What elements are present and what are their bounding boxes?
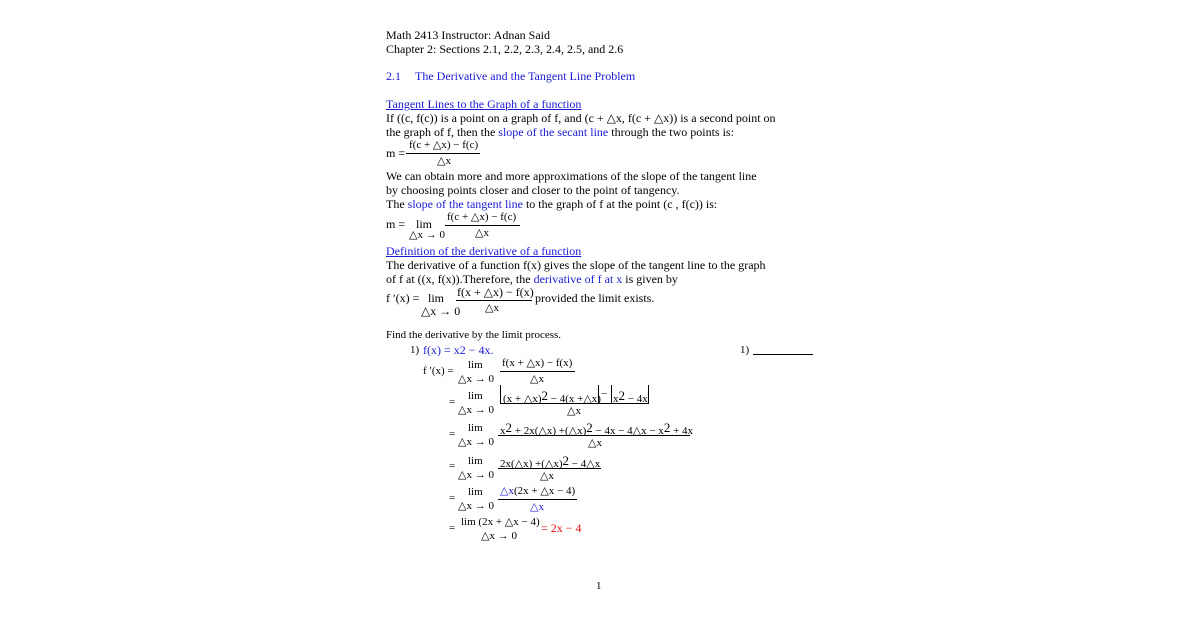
derivative-numerator: f(x + △x) − f(x): [457, 285, 534, 299]
secant-lhs: m =: [386, 146, 406, 160]
bracket: [648, 385, 649, 403]
limit-subscript: △x → 0: [458, 436, 494, 448]
bracket: [611, 385, 612, 403]
equals-sign: =: [449, 492, 456, 504]
problem-instruction: Find the derivative by the limit process.: [386, 329, 562, 341]
equals-sign: =: [449, 396, 456, 408]
step1-numerator: f(x + △x) − f(x): [502, 357, 573, 369]
derivative-denominator: △x: [485, 302, 499, 314]
final-result: = 2x − 4: [541, 521, 582, 535]
fraction-bar: [500, 371, 575, 372]
secant-numerator: f(c + △x) − f(c): [409, 139, 479, 151]
minus-sign: −: [601, 388, 608, 400]
limit-label: lim: [468, 422, 483, 434]
chapter-title: Chapter 2: Sections 2.1, 2.2, 2.3, 2.4, 2.5, and 2.6: [386, 42, 624, 56]
bracket: [500, 385, 501, 403]
approx-paragraph-1: We can obtain more and more approximations of the slope of the tangent line: [386, 169, 757, 183]
fraction-bar: [500, 403, 649, 404]
section-title: The Derivative and the Tangent Line Problem: [415, 69, 636, 83]
step5-denominator: △x: [530, 501, 544, 513]
step5-numerator: △x(2x + △x − 4): [500, 485, 576, 497]
limit-subscript: △x → 0: [458, 469, 494, 481]
problem-function: f(x) = x2 − 4x.: [423, 343, 494, 357]
step2-numerator: (x + △x)2 − 4(x +△x): [503, 388, 601, 405]
tangent-lhs: m =: [386, 217, 406, 231]
answer-label: 1): [740, 344, 750, 356]
limit-label: lim: [468, 486, 483, 498]
final-limit: lim (2x + △x − 4): [461, 516, 540, 528]
approx-paragraph-2: by choosing points closer and closer to the point of tangency.: [386, 183, 680, 197]
bracket: [598, 385, 599, 403]
page-number: 1: [596, 580, 602, 592]
step4-denominator: △x: [540, 470, 554, 482]
section-number: 2.1: [386, 69, 401, 83]
step2-denominator: △x: [567, 405, 581, 417]
equals-sign: =: [449, 522, 456, 534]
limit-label: lim: [416, 217, 433, 231]
answer-blank[interactable]: [753, 354, 813, 355]
approx-paragraph-3: The slope of the tangent line to the graph of f at the point (c , f(c)) is:: [386, 197, 718, 211]
limit-subscript: △x → 0: [458, 404, 494, 416]
equals-sign: =: [449, 428, 456, 440]
limit-label: lim: [468, 455, 483, 467]
limit-subscript: △x → 0: [409, 229, 445, 241]
limit-subscript: △x → 0: [481, 530, 517, 542]
limit-subscript: △x → 0: [421, 304, 461, 318]
limit-label: lim: [468, 390, 483, 402]
tangent-slope-term: slope of the tangent line: [407, 197, 523, 211]
fraction-bar: [445, 225, 520, 226]
tangent-denominator: △x: [475, 227, 489, 239]
step3-denominator: △x: [588, 437, 602, 449]
limit-subscript: △x → 0: [458, 373, 494, 385]
step3-numerator: x2 + 2x(△x) +(△x)2 − 4x − 4△x − x2 + 4x: [500, 420, 694, 437]
step4-numerator: 2x(△x) +(△x)2 − 4△x: [500, 453, 601, 470]
equals-sign: =: [449, 460, 456, 472]
definition-paragraph-1: The derivative of a function f(x) gives the slope of the tangent line to the graph: [386, 258, 766, 272]
secant-slope-term: slope of the secant line: [498, 125, 609, 139]
definition-paragraph-2: of f at ((x, f(x)).Therefore, the derivative of f at x is given by: [386, 272, 678, 286]
limit-label: lim: [468, 359, 483, 371]
fraction-bar: [406, 153, 480, 154]
fraction-bar: [498, 468, 601, 469]
step1-denominator: △x: [530, 373, 544, 385]
fraction-bar: [498, 499, 577, 500]
derivative-term: derivative of f at x: [533, 272, 623, 286]
step2-numerator-tail: x2 − 4x: [613, 388, 648, 405]
tangent-heading[interactable]: Tangent Lines to the Graph of a function: [386, 97, 582, 111]
tangent-paragraph-1: If ((c, f(c)) is a point on a graph of f, and (c + △x, f(c + △x)) is a second point on: [386, 111, 776, 125]
secant-denominator: △x: [437, 155, 451, 167]
derivative-lhs: f ′(x) =: [386, 291, 420, 305]
fraction-bar: [456, 300, 532, 301]
tangent-paragraph-2: the graph of f, then the slope of the secant line through the two points is:: [386, 125, 734, 139]
limit-subscript: △x → 0: [458, 500, 494, 512]
limit-label: lim: [428, 291, 445, 305]
course-title: Math 2413 Instructor: Adnan Said: [386, 28, 550, 42]
definition-heading[interactable]: Definition of the derivative of a function: [386, 244, 582, 258]
derivative-lhs: f ′(x) =: [423, 365, 454, 377]
fraction-bar: [498, 435, 690, 436]
tangent-numerator: f(c + △x) − f(c): [447, 211, 517, 223]
problem-number: 1): [410, 344, 420, 356]
limit-condition: provided the limit exists.: [535, 291, 655, 305]
